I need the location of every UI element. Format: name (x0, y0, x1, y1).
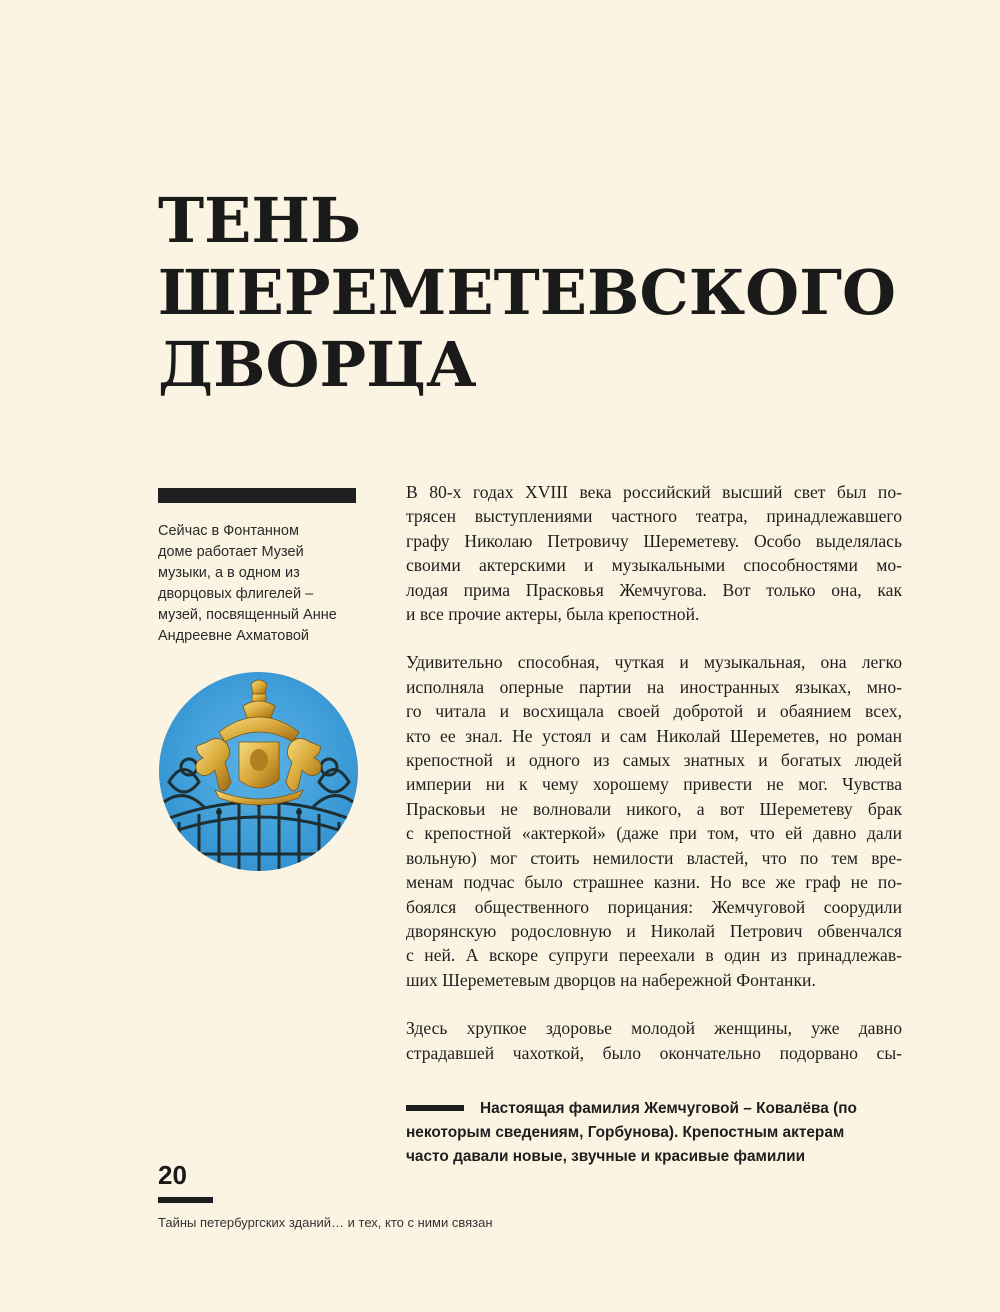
body-line: Здесь хрупкое здоровье молодой женщины, уже давно (406, 1018, 902, 1039)
coat-of-arms-gate-photo (159, 672, 358, 871)
body-line: своими актерскими и музыкальными способностями мо- (406, 555, 902, 576)
body-line: с ней. А вскоре супруги переехали в один из принадлежав- (406, 945, 902, 966)
side-note (158, 521, 368, 647)
body-paragraph (406, 650, 902, 992)
body-line: го читала и восхищала своей добротой и обаянием всех, (406, 701, 902, 722)
page-number: 20 (158, 1160, 187, 1190)
body-line: Прасковьи не волновали никого, а вот Шереметеву брак (406, 798, 902, 819)
body-line: трясен выступлениями частного театра, принадлежавшего (406, 506, 902, 527)
body-line: исполняла оперные партии на иностранных языках, мно- (406, 676, 902, 697)
title-line: ДВОРЦА (158, 328, 477, 401)
body-line: вольную) мог стоить немилости властей, что по тем вре- (406, 847, 902, 868)
body-line: и все прочие актеры, была крепостной. (406, 604, 700, 625)
coat-of-arms-icon (159, 672, 358, 871)
side-note-line: музей, посвященный Анне (158, 607, 337, 623)
quote-line: Настоящая фамилия Жемчуговой – Ковалёва (по (480, 1100, 857, 1117)
body-line: лодая прима Прасковья Жемчугова. Вот только она, как (406, 579, 902, 600)
quote-line: некоторым сведениям, Горбунова). Крепостным актерам (406, 1124, 845, 1141)
body-line: графу Николаю Петровичу Шереметеву. Особо выделялась (406, 530, 902, 551)
body-line: кто ее знал. Не устоял и сам Николай Шереметев, но роман (406, 725, 902, 746)
side-note-line: дворцовых флигелей – (158, 586, 314, 602)
title-line: ШЕРЕМЕТЕВСКОГО (158, 256, 897, 329)
body-line: боялся общественного порицания: Жемчуговой соорудили (406, 896, 902, 917)
side-note-line: доме работает Музей (158, 544, 304, 560)
body-line: ших Шереметевым дворцов на набережной Фонтанки. (406, 969, 816, 990)
running-footer: Тайны петербургских зданий… и тех, кто с ними связан (158, 1215, 493, 1230)
title-line: ТЕНЬ (158, 184, 362, 257)
body-line: с крепостной «актеркой» (даже при том, что ей давно дали (406, 823, 902, 844)
body-line: Удивительно способная, чуткая и музыкальная, она легко (406, 652, 902, 673)
quote-line: часто давали новые, звучные и красивые фамилии (406, 1148, 806, 1165)
side-note-line: Андреевне Ахматовой (158, 628, 310, 644)
side-note-line: музыки, а в одном из (158, 565, 300, 581)
pull-quote (406, 1097, 906, 1169)
side-note-line: Сейчас в Фонтанном (158, 523, 299, 539)
page-number-rule (158, 1197, 213, 1203)
body-line: В 80-х годах XVIII века российский высший свет был по- (406, 482, 902, 502)
body-line: империи ни к чему хорошему привести не мог. Чувства (406, 774, 902, 795)
body-paragraph (406, 480, 902, 626)
body-line: дворянскую родословную и Николай Петрович обвенчался (406, 920, 902, 941)
body-paragraph (406, 1016, 902, 1065)
side-note-rule (158, 488, 356, 503)
body-line: крепостной и одного из самых знатных и богатых людей (406, 750, 902, 771)
body-line: страдавшей чахоткой, было окончательно подорвано сы- (406, 1042, 902, 1063)
article-body (406, 480, 902, 1089)
body-line: менам подчас было страшнее казни. Но все же граф не по- (406, 872, 902, 893)
page-title (158, 184, 897, 401)
